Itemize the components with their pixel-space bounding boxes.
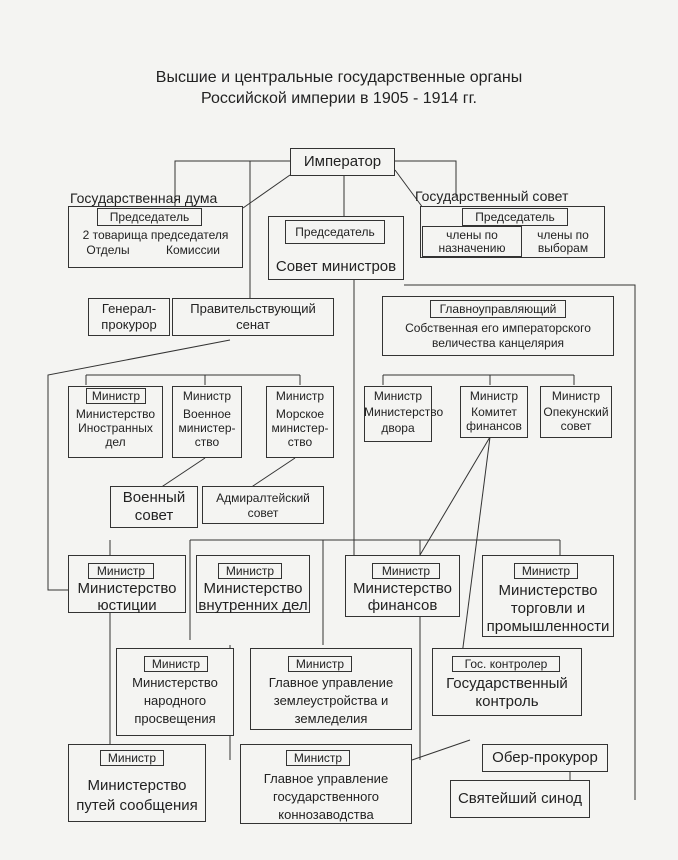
- education-3: просвещения: [134, 711, 216, 726]
- synod-label: Святейший синод: [457, 790, 583, 807]
- guardian-minister: Министр: [551, 389, 601, 403]
- stud-3: коннозаводства: [278, 807, 374, 822]
- control-head: Гос. контролер: [464, 657, 548, 671]
- admiralty-1: Адмиралтейский: [216, 491, 310, 505]
- guardian-2: совет: [560, 419, 592, 433]
- foreign-3: дел: [105, 435, 126, 449]
- war-2: министер-: [178, 421, 236, 435]
- council-chair: Председатель: [475, 210, 555, 224]
- justice-1: Министерство: [77, 580, 177, 597]
- land-3: земледелия: [294, 711, 368, 726]
- land-2: землеустройства и: [273, 693, 389, 708]
- duma-commissions: Комиссии: [165, 243, 221, 257]
- war-minister: Министр: [182, 389, 232, 403]
- land-1: Главное управление: [268, 675, 394, 690]
- finance-committee-2: финансов: [466, 419, 522, 433]
- control-2: контроль: [475, 693, 539, 710]
- duma-deputies: 2 товарища председателя: [82, 228, 229, 242]
- senate-1: Правительствующий: [190, 301, 316, 316]
- control-1: Государственный: [446, 675, 568, 692]
- navy-3: ство: [287, 435, 313, 449]
- war-1: Военное: [183, 407, 231, 421]
- war-council-1: Военный: [122, 489, 186, 506]
- council-appointed-2: назначению: [438, 241, 506, 255]
- railways-minister: Министр: [107, 751, 157, 765]
- interior-minister: Министр: [225, 564, 275, 578]
- navy-2: министер-: [271, 421, 329, 435]
- council-appointed-1: члены по: [446, 228, 498, 242]
- finance-2: финансов: [367, 597, 438, 614]
- education-minister: Министр: [151, 657, 201, 671]
- foreign-2: Иностранных: [78, 421, 153, 435]
- trade-2: торговли и: [510, 600, 586, 617]
- stud-1: Главное управление: [263, 771, 389, 786]
- title-line-1: Высшие и центральные государственные органы: [155, 69, 523, 86]
- foreign-1: Министерство: [75, 407, 156, 421]
- education-1: Министерство: [132, 675, 218, 690]
- court-minister: Министр: [373, 389, 423, 403]
- chancellery-head: Главноуправляющий: [439, 302, 557, 316]
- council-elected-1: члены по: [537, 228, 589, 242]
- ministers-council-name: Совет министров: [275, 258, 397, 275]
- finance-committee-minister: Министр: [469, 389, 519, 403]
- procurator-2: прокурор: [101, 317, 157, 332]
- justice-2: юстиции: [97, 597, 157, 614]
- trade-minister: Министр: [521, 564, 571, 578]
- stud-2: государственного: [272, 789, 380, 804]
- title-line-2: Российской империи в 1905 - 1914 гг.: [201, 90, 477, 107]
- interior-2: внутренних дел: [198, 597, 308, 614]
- chancellery-name-1: Собственная его императорского: [405, 321, 591, 335]
- foreign-minister: Министр: [91, 389, 141, 403]
- admiralty-2: совет: [247, 506, 279, 520]
- guardian-1: Опекунский: [543, 405, 609, 419]
- duma-departments: Отделы: [86, 243, 130, 257]
- war-3: ство: [194, 435, 220, 449]
- court-1: Министерство: [364, 405, 444, 419]
- interior-1: Министерство: [203, 580, 303, 597]
- navy-1: Морское: [275, 407, 325, 421]
- council-elected-2: выборам: [537, 241, 589, 255]
- navy-minister: Министр: [275, 389, 325, 403]
- justice-minister: Министр: [96, 564, 146, 578]
- council-label: Государственный совет: [415, 188, 569, 204]
- court-2: двора: [381, 421, 415, 435]
- finance-minister: Министр: [381, 564, 431, 578]
- chancellery-name-2: величества канцелярия: [431, 336, 565, 350]
- education-2: народного: [143, 693, 207, 708]
- duma-label: Государственная дума: [70, 190, 218, 206]
- railways-2: путей сообщения: [76, 797, 198, 814]
- land-minister: Министр: [295, 657, 345, 671]
- senate-2: сенат: [236, 317, 270, 332]
- ober-label: Обер-прокурор: [492, 749, 598, 766]
- duma-chair: Председатель: [109, 210, 190, 224]
- railways-1: Министерство: [87, 777, 187, 794]
- ministers-council-chair: Председатель: [295, 225, 375, 239]
- trade-3: промышленности: [486, 618, 610, 635]
- finance-1: Министерство: [353, 580, 452, 597]
- trade-1: Министерство: [498, 582, 598, 599]
- procurator-1: Генерал-: [101, 301, 157, 316]
- finance-committee-1: Комитет: [471, 405, 517, 419]
- emperor-label: Император: [303, 153, 382, 170]
- stud-minister: Министр: [293, 751, 343, 765]
- war-council-2: совет: [134, 507, 174, 524]
